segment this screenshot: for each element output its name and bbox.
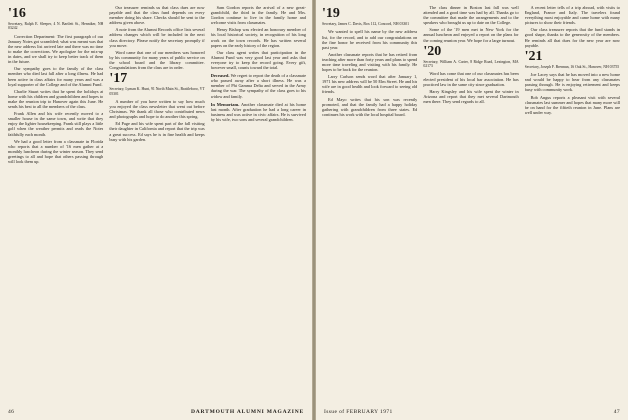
left-page — [0, 0, 312, 420]
news-paragraph: Another classmate reports that he has retired from teaching after more than forty years and plans to spend more time traveling and visiting with his family. He hopes to be back for the reunion. — [322, 51, 418, 73]
class-secretary: Secretary, William A. Carter, 8 Ridge Road, Lexington, MA 02173 — [423, 59, 519, 69]
news-paragraph: We wanted to spell his name by the new address list, for the record, and to add our congratulations on the fine honor he received from his community this past year. — [322, 29, 418, 50]
news-paragraph: Our class agent writes that participation in the Alumni Fund was very good last year and asks that everyone try to keep the record going. Every gift, however small, counts toward the total. — [210, 49, 306, 71]
right-column-1 — [322, 5, 417, 397]
news-paragraph: Harry Kingsley and his wife spent the winter in Arizona and report that they met several Dartmouth men there. They send regards to all. — [423, 88, 519, 104]
class-year: '20 — [423, 43, 442, 59]
news-paragraph: Our sympathy goes to the family of the class member who died last fall after a long illness. He had been active in class affairs for many years and was a loyal supporter of the College and of the Alumni Fund. — [8, 66, 104, 87]
news-paragraph: A note from the Alumni Records office lists several address changes which will be included in the next class directory. Please notify the secretary promptly if you move. — [109, 27, 205, 48]
news-paragraph: Word came that one of our members was honored by his community for many years of public service on the school board and the library committee. Congratulations from the class are in order. — [109, 49, 205, 71]
right-page-footer — [324, 409, 620, 416]
magazine-title: DARTMOUTH ALUMNI MAGAZINE — [190, 409, 304, 415]
news-paragraph: Bob Angus reports a pleasant visit with several classmates last summer and hopes that many more will be on hand for the fiftieth reunion in June. Plans are well under way. — [524, 94, 620, 115]
news-paragraph: Frank Allen and his wife recently moved to a smaller house in the same town, and write that they enjoy the lighter housekeeping. Frank still plays a little golf when the weather permits and reads the Notes faithfully each month. — [8, 111, 104, 137]
news-paragraph: Our treasurer reminds us that class dues are now payable and that the class fund depends on every member doing his share. Checks should be sent to the address given above. — [109, 5, 205, 26]
class-secretary: Secretary, Ralph E. Sleeper, 4 N. Bartlett St., Henniker, NH 03242 — [8, 22, 104, 31]
obituary — [211, 102, 306, 122]
left-column-1 — [8, 5, 103, 397]
obituary — [211, 73, 306, 98]
class-year: '19 — [322, 6, 340, 21]
left-column-3 — [211, 5, 306, 397]
class-year: '16 — [8, 6, 26, 21]
news-paragraph: Charlie Stuart writes that he spent the holidays at home with his children and grandchildren and hopes to make the reunion trip to Hanover again this June. He sends his best to all the members of the class. — [8, 88, 104, 110]
news-paragraph: A recent letter tells of a trip abroad, with visits to England, France and Italy. The travelers found everything most enjoyable and came home with many pictures to show their friends. — [524, 5, 620, 26]
obituary-heading: Deceased. — [210, 73, 230, 79]
obituary-text: We regret to report the death of a classmate who passed away after a short illness. He was a member of Phi Gamma Delta and served in the Army during the war. The sympathy of the class goes to his widow and family. — [210, 73, 306, 99]
news-paragraph: The class dinner in Boston last fall was well attended and a good time was had by all. Thanks go to the committee that made the arrangements and to the speakers who brought us up to date on the College. — [423, 5, 519, 26]
news-paragraph: Larry Carlson sends word that after January 1, 1971 his new address will be 50 Elm Street. He and his wife are in good health and look forward to seeing old friends. — [322, 74, 418, 95]
class-year: '17 — [109, 71, 128, 87]
class-heading — [8, 7, 103, 31]
class-secretary: Secretary, James C. Davis, Box 112, Concord, NH 03301 — [322, 22, 410, 26]
class-secretary: Secretary, Lyman K. Hunt, 91 North Main St., Brattleboro, VT 05301 — [109, 87, 205, 96]
left-page-footer — [8, 409, 304, 416]
class-heading — [109, 72, 204, 96]
news-paragraph: Ed Mayo writes that his son was recently promoted, and that the family had a happy holiday gathering with grandchildren from three states. Ed continues his work with the local hospital board. — [322, 96, 418, 117]
obituary-text: Another classmate died at his home last month. After graduation he had a long career in business and was active in civic affairs. He is survived by his wife, two sons and several grandchildren. — [210, 101, 306, 122]
news-paragraph: Our class treasurer reports that the fund stands in good shape, thanks to the generosity of the members. He reminds all that dues for the new year are now payable. — [524, 27, 620, 48]
news-paragraph: Sam Gordon reports the arrival of a new great-grandchild, the third in the family. He and Mrs. Gordon continue to live in the family home and welcome visits from classmates. — [210, 5, 306, 26]
news-paragraph: We had a good letter from a classmate in Florida who reports that a number of '16 men gather at a monthly luncheon during the winter season. They send greetings to all and hope that others passing through will look them up. — [8, 138, 104, 164]
left-column-2 — [109, 5, 204, 397]
page-number: 46 — [8, 409, 15, 415]
page-number: 47 — [613, 409, 620, 415]
right-page-columns — [322, 5, 620, 397]
class-heading — [525, 50, 620, 69]
right-column-3 — [525, 5, 620, 397]
news-paragraph: A number of you have written to say how much you enjoyed the class newsletter that went out before Christmas. We thank all those who contributed news and photographs and hope to do another this spring. — [109, 98, 205, 120]
news-paragraph: Joe Lacey says that he has moved into a new home and would be happy to hear from any classmates passing through. He is enjoying retirement and keeps busy with community work. — [524, 72, 620, 93]
news-paragraph: Ed Page and his wife spent part of the fall visiting their daughter in California and report that the trip was a great success. Ed says he is in fine health and keeps busy with his garden. — [109, 121, 205, 142]
news-paragraph: Word has come that one of our classmates has been elected president of his local bar association. He has practiced law in the same city since graduation. — [423, 71, 519, 87]
class-heading — [322, 7, 417, 26]
right-column-2 — [423, 5, 518, 397]
news-paragraph: Some of the '19 men met in New York for the annual luncheon and enjoyed a report on the plans for the coming reunion year. We hope for a large turnout. — [423, 27, 519, 43]
obituary-heading: In Memoriam. — [210, 101, 240, 107]
left-page-columns — [8, 5, 306, 397]
class-year: '21 — [524, 48, 543, 64]
news-paragraph: Henry Bishop was elected an honorary member of his local historical society, in recognition of his long work on the town records. He has written several papers on the early history of the region. — [210, 27, 306, 48]
news-paragraph: Correction Department: The first paragraph of our January Notes got scrambled; what was meant was that the new address list arrived late and there was no time to make the corrections. We apologize for the mix-up in dates, and we shall try to keep better track of them in the future. — [8, 33, 104, 65]
class-heading — [423, 45, 518, 69]
right-page — [316, 0, 628, 420]
class-secretary: Secretary, Joseph F. Brennan, 16 Oak St., Hanover, NH 03755 — [524, 64, 620, 69]
issue-date: Issue of FEBRUARY 1971 — [324, 409, 393, 415]
